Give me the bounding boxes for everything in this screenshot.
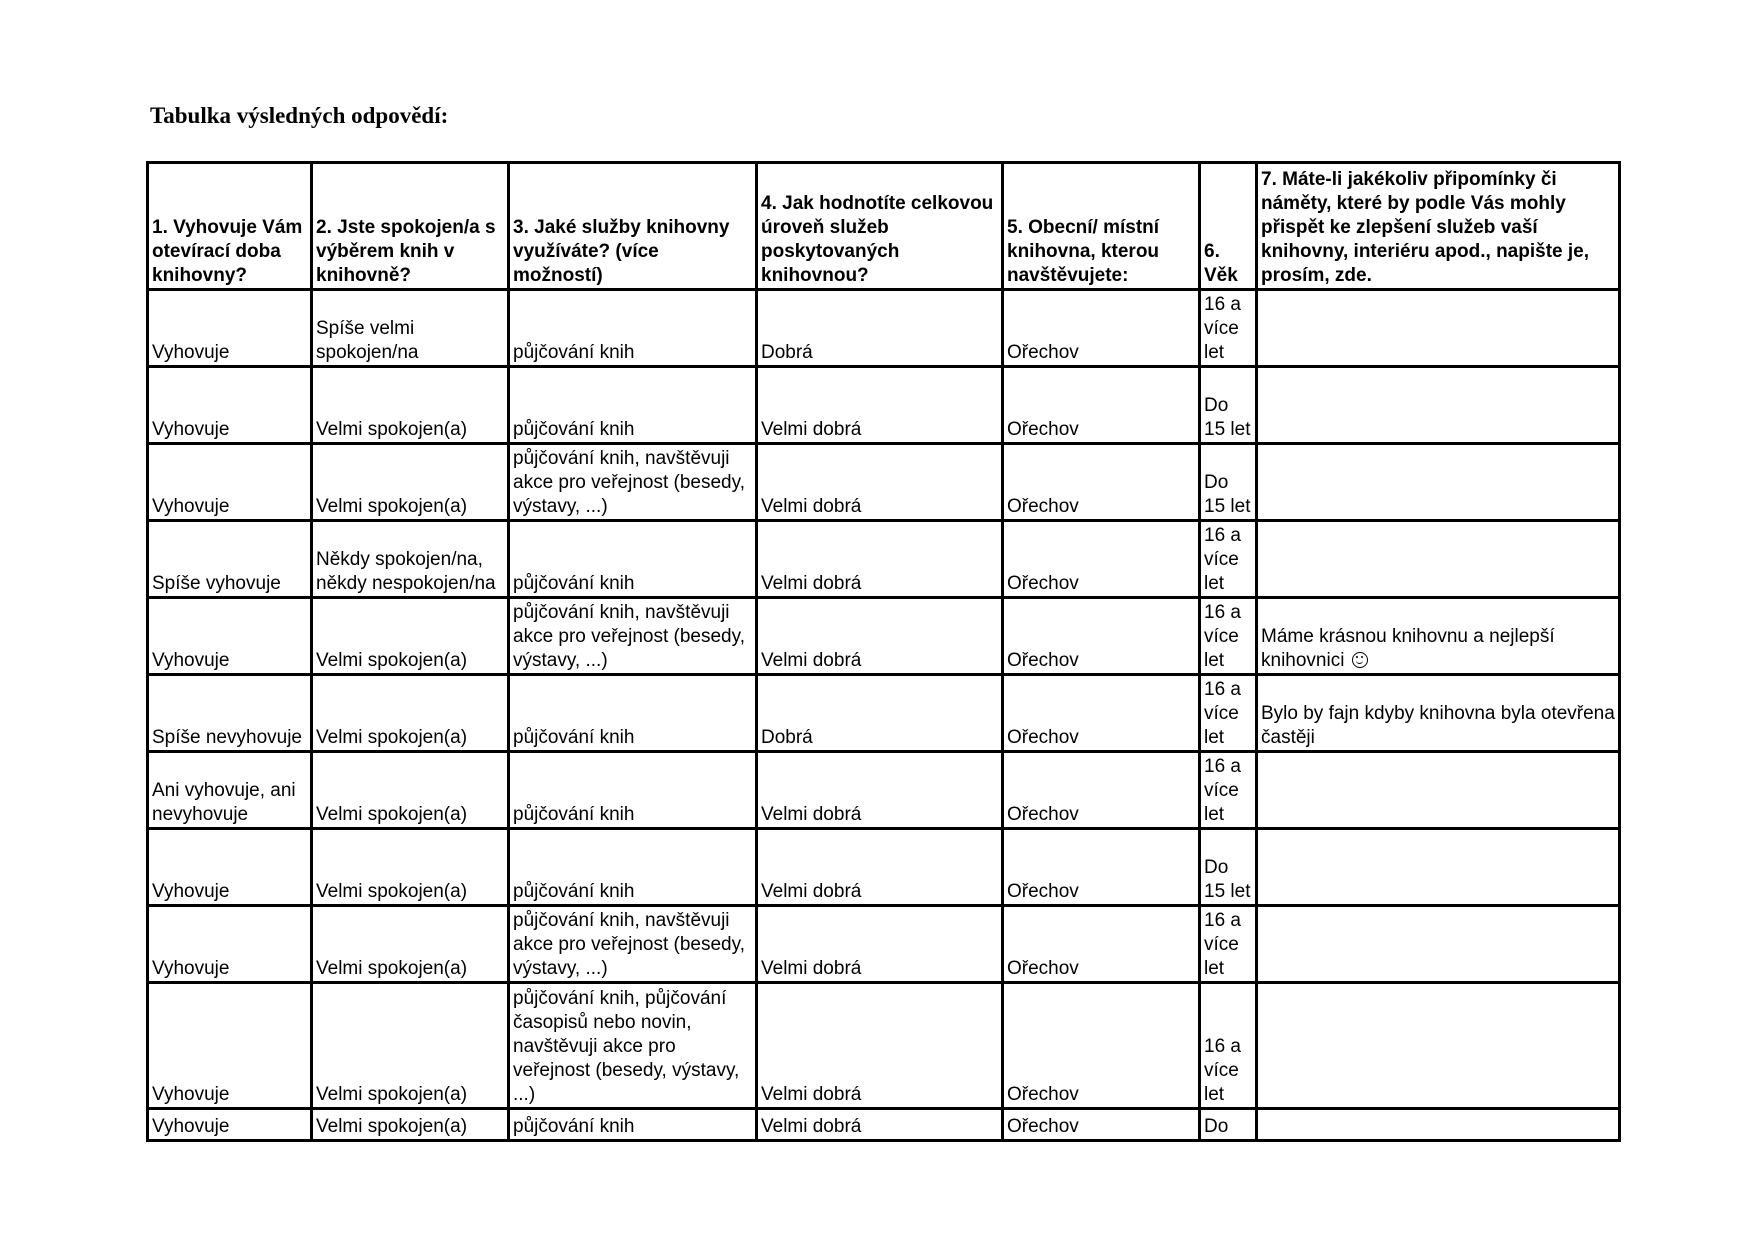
- table-row: [148, 1109, 1620, 1141]
- cell-comments: [1257, 290, 1620, 367]
- cell-book-selection: Někdy spokojen/na, někdy nespokojen/na: [312, 521, 509, 598]
- table-row: [148, 290, 1620, 367]
- cell-comments: [1257, 983, 1620, 1109]
- cell-opening-hours: Vyhovuje: [148, 1109, 312, 1141]
- cell-book-selection: Velmi spokojen(a): [312, 675, 509, 752]
- cell-library-location: Ořechov: [1003, 752, 1200, 829]
- cell-service-quality: Velmi dobrá: [757, 598, 1003, 675]
- cell-comments: [1257, 367, 1620, 444]
- table-row: [148, 367, 1620, 444]
- cell-library-location: Ořechov: [1003, 675, 1200, 752]
- cell-services-used: půjčování knih: [509, 367, 757, 444]
- cell-opening-hours: Spíše nevyhovuje: [148, 675, 312, 752]
- header-book-selection: 2. Jste spokojen/a s výběrem knih v knihovně?: [312, 163, 509, 290]
- cell-opening-hours: Vyhovuje: [148, 983, 312, 1109]
- cell-comments: [1257, 1109, 1620, 1141]
- cell-library-location: Ořechov: [1003, 983, 1200, 1109]
- table-row: [148, 906, 1620, 983]
- cell-service-quality: Velmi dobrá: [757, 521, 1003, 598]
- cell-comments: [1257, 752, 1620, 829]
- cell-service-quality: Velmi dobrá: [757, 367, 1003, 444]
- table-row: [148, 675, 1620, 752]
- cell-library-location: Ořechov: [1003, 290, 1200, 367]
- comment-text: Máme krásnou knihovnu a nejlepší knihovnici: [1261, 626, 1555, 671]
- cell-services-used: půjčování knih: [509, 1109, 757, 1141]
- cell-service-quality: Dobrá: [757, 675, 1003, 752]
- cell-services-used: půjčování knih, půjčování časopisů nebo novin, navštěvuji akce pro veřejnost (besedy, výstavy, ...): [509, 983, 757, 1109]
- cell-age: 16 a více let: [1200, 906, 1257, 983]
- cell-comments: [1257, 598, 1620, 675]
- cell-book-selection: Velmi spokojen(a): [312, 1109, 509, 1141]
- table-row: [148, 829, 1620, 906]
- cell-book-selection: Velmi spokojen(a): [312, 906, 509, 983]
- cell-age: 16 a více let: [1200, 521, 1257, 598]
- header-services-used: 3. Jaké služby knihovny využíváte? (více možností): [509, 163, 757, 290]
- header-row: [148, 163, 1620, 290]
- cell-services-used: půjčování knih: [509, 290, 757, 367]
- header-opening-hours: 1. Vyhovuje Vám otevírací doba knihovny?: [148, 163, 312, 290]
- cell-opening-hours: Vyhovuje: [148, 829, 312, 906]
- header-age: 6. Věk: [1200, 163, 1257, 290]
- cell-opening-hours: Spíše vyhovuje: [148, 521, 312, 598]
- cell-comments: [1257, 444, 1620, 521]
- header-comments: 7. Máte-li jakékoliv připomínky či náměty, které by podle Vás mohly přispět ke zlepšení služeb vaší knihovny, interiéru apod., napište je, prosím, zde.: [1257, 163, 1620, 290]
- cell-library-location: Ořechov: [1003, 829, 1200, 906]
- cell-book-selection: Velmi spokojen(a): [312, 367, 509, 444]
- cell-opening-hours: Vyhovuje: [148, 598, 312, 675]
- cell-services-used: půjčování knih, navštěvuji akce pro veřejnost (besedy, výstavy, ...): [509, 444, 757, 521]
- cell-age: Do: [1200, 1109, 1257, 1141]
- table-row: [148, 983, 1620, 1109]
- cell-service-quality: Velmi dobrá: [757, 1109, 1003, 1141]
- cell-service-quality: Velmi dobrá: [757, 983, 1003, 1109]
- cell-services-used: půjčování knih: [509, 829, 757, 906]
- table-row: [148, 598, 1620, 675]
- results-table: [146, 161, 1621, 1142]
- cell-service-quality: Dobrá: [757, 290, 1003, 367]
- cell-age: Do 15 let: [1200, 444, 1257, 521]
- cell-age: Do 15 let: [1200, 367, 1257, 444]
- cell-book-selection: Spíše velmi spokojen/na: [312, 290, 509, 367]
- table-row: [148, 521, 1620, 598]
- cell-comments: [1257, 906, 1620, 983]
- cell-services-used: půjčování knih: [509, 752, 757, 829]
- cell-opening-hours: Vyhovuje: [148, 367, 312, 444]
- cell-opening-hours: Ani vyhovuje, ani nevyhovuje: [148, 752, 312, 829]
- cell-service-quality: Velmi dobrá: [757, 829, 1003, 906]
- header-library-location: 5. Obecní/ místní knihovna, kterou navštěvujete:: [1003, 163, 1200, 290]
- cell-book-selection: Velmi spokojen(a): [312, 983, 509, 1109]
- cell-comments: [1257, 521, 1620, 598]
- cell-service-quality: Velmi dobrá: [757, 752, 1003, 829]
- cell-opening-hours: Vyhovuje: [148, 290, 312, 367]
- cell-service-quality: Velmi dobrá: [757, 906, 1003, 983]
- cell-book-selection: Velmi spokojen(a): [312, 444, 509, 521]
- cell-age: 16 a více let: [1200, 675, 1257, 752]
- cell-age: 16 a více let: [1200, 290, 1257, 367]
- header-service-quality: 4. Jak hodnotíte celkovou úroveň služeb poskytovaných knihovnou?: [757, 163, 1003, 290]
- cell-comments: Bylo by fajn kdyby knihovna byla otevřena častěji: [1257, 675, 1620, 752]
- cell-library-location: Ořechov: [1003, 521, 1200, 598]
- cell-age: 16 a více let: [1200, 598, 1257, 675]
- smiley-wink-icon: [1352, 652, 1368, 668]
- cell-library-location: Ořechov: [1003, 598, 1200, 675]
- cell-services-used: půjčování knih, navštěvuji akce pro veřejnost (besedy, výstavy, ...): [509, 598, 757, 675]
- cell-service-quality: Velmi dobrá: [757, 444, 1003, 521]
- cell-age: 16 a více let: [1200, 752, 1257, 829]
- page-title: Tabulka výsledných odpovědí:: [150, 103, 449, 128]
- cell-opening-hours: Vyhovuje: [148, 906, 312, 983]
- table-row: [148, 444, 1620, 521]
- cell-services-used: půjčování knih: [509, 675, 757, 752]
- cell-library-location: Ořechov: [1003, 1109, 1200, 1141]
- cell-services-used: půjčování knih, navštěvuji akce pro veřejnost (besedy, výstavy, ...): [509, 906, 757, 983]
- cell-age: 16 a více let: [1200, 983, 1257, 1109]
- cell-book-selection: Velmi spokojen(a): [312, 598, 509, 675]
- cell-opening-hours: Vyhovuje: [148, 444, 312, 521]
- cell-age: Do 15 let: [1200, 829, 1257, 906]
- cell-comments: [1257, 829, 1620, 906]
- cell-library-location: Ořechov: [1003, 906, 1200, 983]
- cell-services-used: půjčování knih: [509, 521, 757, 598]
- cell-book-selection: Velmi spokojen(a): [312, 829, 509, 906]
- cell-library-location: Ořechov: [1003, 367, 1200, 444]
- cell-library-location: Ořechov: [1003, 444, 1200, 521]
- cell-book-selection: Velmi spokojen(a): [312, 752, 509, 829]
- table-row: [148, 752, 1620, 829]
